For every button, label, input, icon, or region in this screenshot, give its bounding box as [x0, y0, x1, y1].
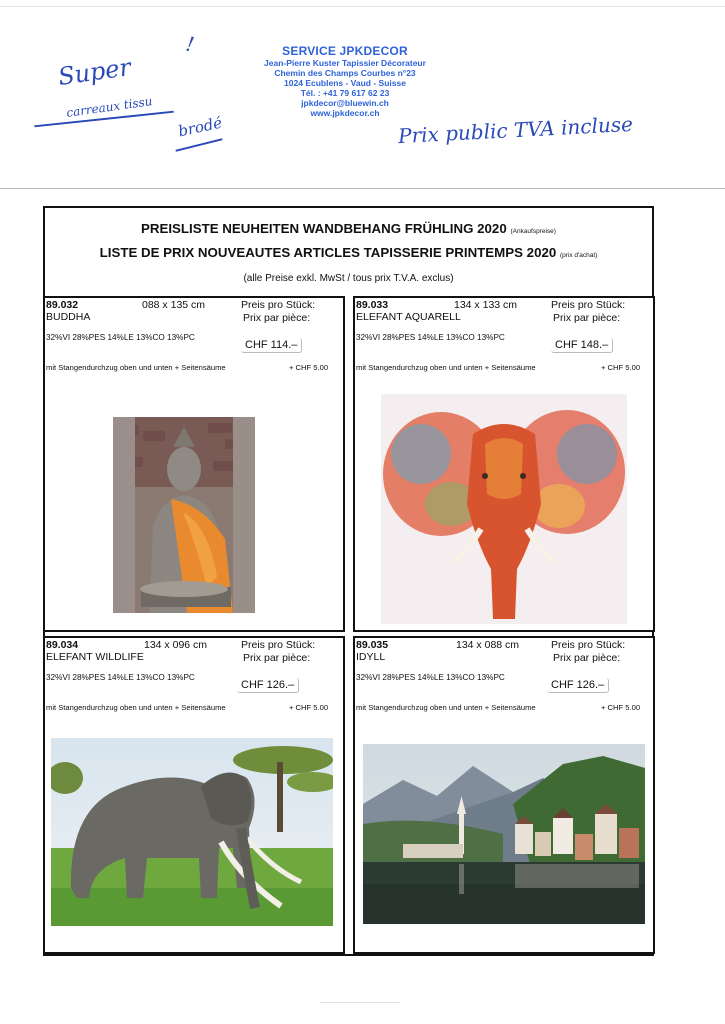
- product-option-price: + CHF 5.00: [289, 363, 329, 372]
- title-fr-text: LISTE DE PRIX NOUVEAUTES ARTICLES TAPISSERIE PRINTEMPS 2020: [99, 245, 557, 260]
- product-price: CHF 126.–: [237, 678, 299, 693]
- product-name: ELEFANT AQUARELL: [356, 311, 461, 323]
- pricelist-subtitle: (alle Preise exkl. MwSt / tous prix T.V.A. exclus): [243, 273, 454, 284]
- price-label-de: Preis pro Stück:: [551, 299, 626, 311]
- handwritten-public-price-note: Prix public TVA incluse: [397, 111, 634, 149]
- product-composition: 32%VI 28%PES 14%LE 13%CO 13%PC: [356, 673, 505, 682]
- product-option: mit Stangendurchzug oben und unten + Seitensäume: [46, 363, 226, 372]
- product-dimensions: 134 x 133 cm: [454, 299, 518, 311]
- scan-edge-line: [0, 6, 725, 7]
- product-card: [43, 296, 345, 632]
- price-label-de: Preis pro Stück:: [241, 299, 316, 311]
- price-label-de: Preis pro Stück:: [551, 639, 626, 651]
- product-name: BUDDHA: [46, 311, 91, 323]
- product-id: 89.032: [46, 299, 79, 311]
- product-dimensions: 134 x 088 cm: [456, 639, 520, 651]
- product-dimensions: 134 x 096 cm: [144, 639, 208, 651]
- handwritten-underline: [175, 138, 222, 152]
- product-option: mit Stangendurchzug oben und unten + Seitensäume: [46, 703, 226, 712]
- watercolor-elephant-image: [381, 394, 627, 624]
- product-card: [353, 296, 655, 632]
- product-id: 89.035: [356, 639, 389, 651]
- product-name: IDYLL: [356, 651, 386, 663]
- product-card: [43, 636, 345, 954]
- product-price: CHF 126.–: [547, 678, 609, 693]
- product-composition: 32%VI 28%PES 14%LE 13%CO 13%PC: [46, 673, 195, 682]
- product-option: mit Stangendurchzug oben und unten + Seitensäume: [356, 703, 536, 712]
- handwritten-note-1: carreaux tissu: [65, 94, 154, 120]
- product-card: [353, 636, 655, 954]
- price-label-fr: Prix par pièce:: [553, 652, 621, 664]
- stamp-line: 1024 Ecublens - Vaud - Suisse: [284, 78, 406, 88]
- handwritten-super: Super: [56, 53, 133, 91]
- stamp-line: Chemin des Champs Courbes n°23: [274, 68, 416, 78]
- product-option-price: + CHF 5.00: [601, 363, 641, 372]
- price-labels: [241, 639, 315, 665]
- wildlife-elephant-image: [51, 738, 333, 926]
- stamp-website: www.jpkdecor.ch: [310, 108, 380, 118]
- product-composition: 32%VI 28%PES 14%LE 13%CO 13%PC: [356, 333, 505, 342]
- pricelist-title-de: [43, 221, 654, 236]
- price-label-fr: Prix par pièce:: [553, 312, 621, 324]
- price-labels: [241, 299, 315, 325]
- handwritten-exclamation: !: [183, 31, 197, 57]
- title-fr-note: (prix d'achat): [559, 252, 598, 259]
- product-option: mit Stangendurchzug oben und unten + Seitensäume: [356, 363, 536, 372]
- product-price: CHF 148.–: [551, 338, 613, 353]
- price-label-fr: Prix par pièce:: [243, 652, 311, 664]
- price-labels: [551, 299, 625, 325]
- stamp-line: Tél. : +41 79 617 62 23: [300, 88, 390, 98]
- title-de-note: (Ankaufspreise): [510, 228, 556, 235]
- product-option-price: + CHF 5.00: [289, 703, 329, 712]
- header-separator: [0, 188, 725, 189]
- product-option-price: + CHF 5.00: [601, 703, 641, 712]
- lake-village-image: [363, 744, 645, 924]
- price-label-de: Preis pro Stück:: [241, 639, 316, 651]
- product-name: ELEFANT WILDLIFE: [46, 651, 144, 663]
- product-price: CHF 114.–: [241, 338, 302, 353]
- handwritten-note-2: brodé: [176, 113, 224, 141]
- product-dimensions: 088 x 135 cm: [142, 299, 206, 311]
- stamp-email: jpkdecor@bluewin.ch: [301, 98, 389, 108]
- pricelist-title-fr: [43, 245, 654, 260]
- product-id: 89.034: [46, 639, 79, 651]
- stamp-line: Jean-Pierre Kuster Tapissier Décorateur: [264, 58, 426, 68]
- price-label-fr: Prix par pièce:: [243, 312, 311, 324]
- price-labels: [551, 639, 625, 665]
- buddha-image: [113, 417, 255, 613]
- scan-footer-mark: [320, 1002, 400, 1003]
- title-de-text: PREISLISTE NEUHEITEN WANDBEHANG FRÜHLING 2020: [141, 221, 507, 236]
- product-id: 89.033: [356, 299, 389, 311]
- stamp-title: SERVICE JPKDECOR: [282, 44, 408, 58]
- company-stamp: [230, 44, 460, 118]
- product-composition: 32%VI 28%PES 14%LE 13%CO 13%PC: [46, 333, 195, 342]
